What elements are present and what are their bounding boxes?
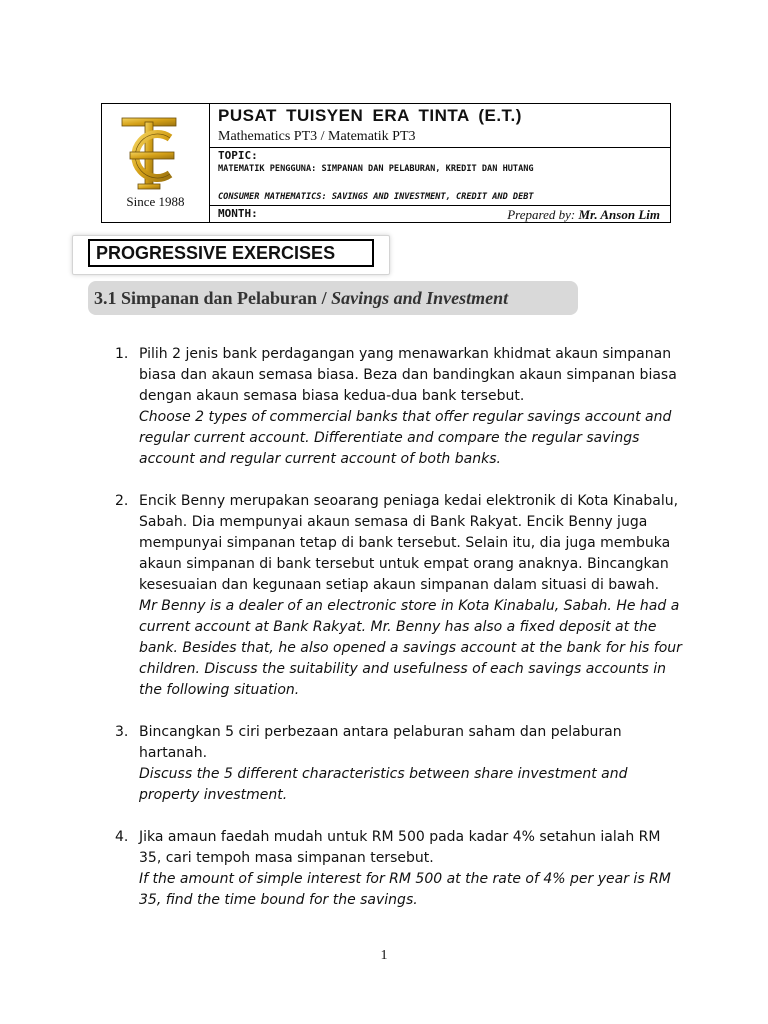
logo-cell xyxy=(102,104,210,222)
question-number: 2. xyxy=(115,493,129,509)
subsection-heading xyxy=(88,281,578,315)
question-item xyxy=(115,344,685,470)
question-item xyxy=(115,491,685,701)
page-number: 1 xyxy=(380,948,388,963)
question-text-english: Discuss the 5 different characteristics between share investment and property investment. xyxy=(139,766,628,803)
question-text-malay: Jika amaun faedah mudah untuk RM 500 pada kadar 4% setahun ialah RM 35, cari tempoh masa simpanan tersebut. xyxy=(139,829,661,866)
question-text-english: Choose 2 types of commercial banks that offer regular savings account and regular current account. Differentiate and compare the regular savings account and regular current account of both banks. xyxy=(139,409,672,467)
header-table xyxy=(101,103,671,223)
month-label: MONTH: xyxy=(218,207,258,220)
question-text-english: Mr Benny is a dealer of an electronic store in Kota Kinabalu, Sabah. He had a current account at Bank Rakyat. Mr. Benny has also a fixed deposit at the bank. Besides that, he also opened a savings account at the bank for his four children. Discuss the suitability and usefulness of each savings accounts in the following situation. xyxy=(139,598,682,698)
subsection-title-english: Savings and Investment xyxy=(331,288,509,308)
prepared-by xyxy=(507,207,660,223)
question-number: 3. xyxy=(115,724,129,740)
subject-label: Mathematics PT3 / Matematik PT3 xyxy=(218,129,416,144)
prepared-by-name: Mr. Anson Lim xyxy=(578,207,660,222)
topic-malay: MATEMATIK PENGGUNA: SIMPANAN DAN PELABURAN, KREDIT DAN HUTANG xyxy=(218,164,534,174)
subsection-title-malay: 3.1 Simpanan dan Pelaburan / xyxy=(94,288,327,308)
question-text-malay: Bincangkan 5 ciri perbezaan antara pelaburan saham dan pelaburan hartanah. xyxy=(139,724,622,761)
header-divider xyxy=(210,205,670,206)
tuition-center-name: PUSAT TUISYEN ERA TINTA (E.T.) xyxy=(218,106,522,125)
question-text-english: If the amount of simple interest for RM 500 at the rate of 4% per year is RM 35, find the time bound for the savings. xyxy=(139,871,671,908)
since-year: Since 1988 xyxy=(126,194,185,209)
question-text-malay: Pilih 2 jenis bank perdagangan yang menawarkan khidmat akaun simpanan biasa dan akaun semasa biasa. Beza dan bandingkan akaun simpanan biasa dengan akaun semasa biasa kedua-dua bank tersebut. xyxy=(139,346,677,404)
question-number: 4. xyxy=(115,829,129,845)
header-divider xyxy=(210,147,670,148)
topic-english: CONSUMER MATHEMATICS: SAVINGS AND INVESTMENT, CREDIT AND DEBT xyxy=(218,192,534,202)
question-text-malay: Encik Benny merupakan seoarang peniaga kedai elektronik di Kota Kinabalu, Sabah. Dia mempunyai akaun semasa di Bank Rakyat. Encik Benny juga mempunyai simpanan tetap di bank tersebut. Selain itu, dia juga membuka akaun simpanan di bank tersebut untuk empat orang anaknya. Bincangkan kesesuaian dan kegunaan setiap akaun simpanan dalam situasi di bawah. xyxy=(139,493,679,593)
era-tinta-logo xyxy=(118,116,194,192)
prepared-by-label: Prepared by: xyxy=(507,207,576,222)
topic-label: TOPIC: xyxy=(218,149,258,162)
question-item xyxy=(115,722,685,806)
question-number: 1. xyxy=(115,346,129,362)
question-item xyxy=(115,827,685,911)
question-list xyxy=(115,344,685,911)
section-title: PROGRESSIVE EXERCISES xyxy=(88,239,374,267)
